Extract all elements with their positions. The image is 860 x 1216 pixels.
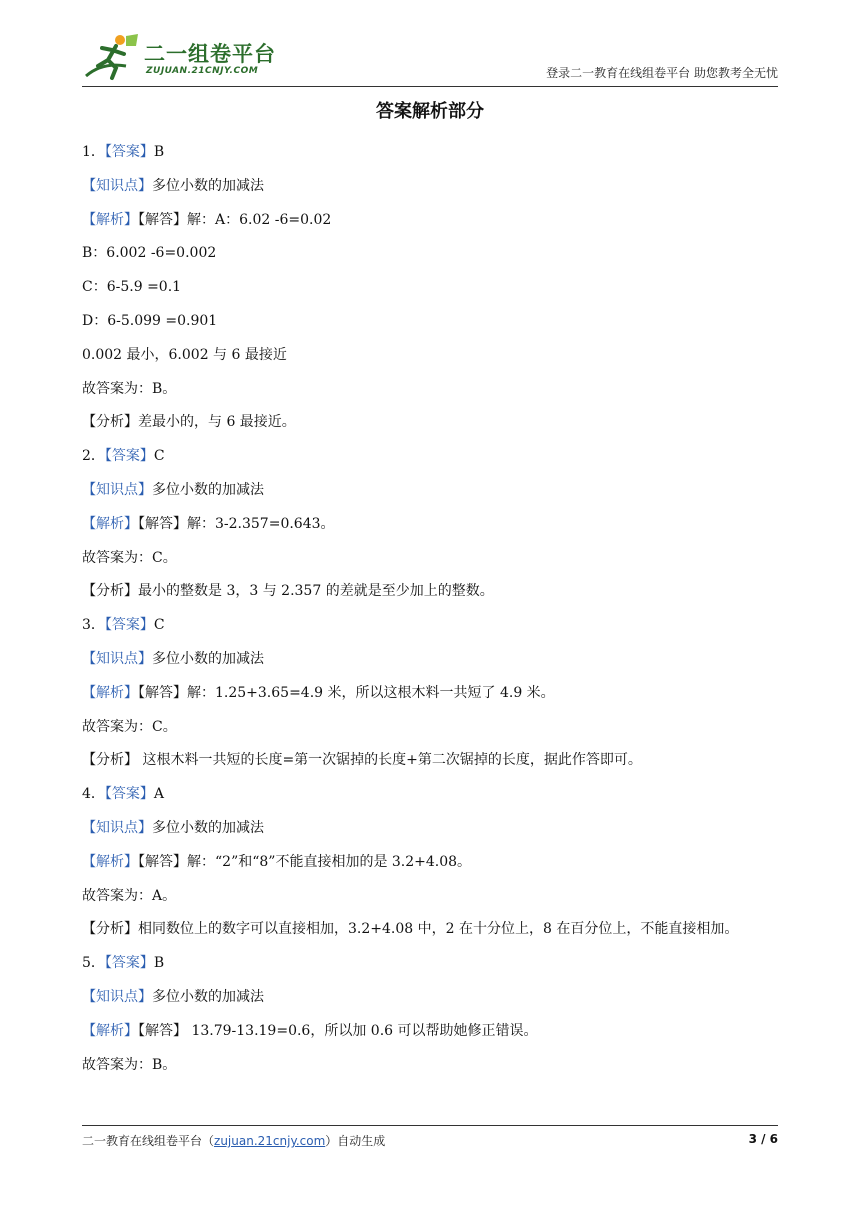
page-number: 3 / 6 xyxy=(748,1132,778,1146)
answer-line xyxy=(82,373,782,407)
line-text: 多位小数的加减法 xyxy=(152,988,264,1005)
section-subtag: 【解答】 xyxy=(138,684,187,701)
answer-line xyxy=(82,609,782,643)
line-text: A xyxy=(153,786,165,803)
header-slogan: 登录二一教育在线组卷平台 助您教考全无忧 xyxy=(546,66,778,80)
answer-line xyxy=(82,981,782,1015)
answer-line xyxy=(82,812,782,846)
section-subtag: 【解答】 xyxy=(138,515,187,532)
section-tag: 【答案】 xyxy=(104,786,154,803)
question-number: 2． xyxy=(82,448,105,465)
logo-text: 二一组卷平台 xyxy=(144,42,276,66)
answer-line xyxy=(82,778,782,812)
line-text: 差最小的，与 6 最接近。 xyxy=(138,414,296,431)
line-text: 解：“2”和“8”不能直接相加的是 3.2+4.08。 xyxy=(187,853,472,870)
line-text: 多位小数的加减法 xyxy=(152,819,264,836)
line-text: 多位小数的加减法 xyxy=(152,177,264,194)
line-text: 多位小数的加减法 xyxy=(152,481,264,498)
line-text: B xyxy=(153,144,165,160)
answer-line xyxy=(82,677,782,711)
answer-line xyxy=(82,711,782,745)
line-text: C xyxy=(153,448,165,465)
section-subtag: 【分析】 xyxy=(82,414,138,431)
line-text: C：6-5.9 =0.1 xyxy=(82,279,182,296)
section-tag: 【知识点】 xyxy=(82,650,152,667)
line-text: 解：A：6.02 -6=0.02 xyxy=(187,211,332,228)
question-number: 3． xyxy=(82,617,105,634)
question-number: 1． xyxy=(82,144,105,160)
answer-line xyxy=(82,508,782,542)
page-header xyxy=(82,28,778,87)
answer-line xyxy=(82,947,782,981)
page-title: 答案解析部分 xyxy=(376,101,484,122)
section-subtag: 【分析】 xyxy=(82,921,138,938)
section-tag: 【知识点】 xyxy=(82,988,152,1005)
answer-line xyxy=(82,1015,782,1049)
section-tag: 【知识点】 xyxy=(82,177,152,194)
footer-prefix: 二一教育在线组卷平台（ xyxy=(82,1134,215,1148)
answer-line xyxy=(82,237,782,271)
footer-suffix: ）自动生成 xyxy=(325,1134,386,1148)
question-number: 4． xyxy=(82,786,105,803)
section-tag: 【解析】 xyxy=(82,211,138,228)
page-footer xyxy=(82,1125,778,1148)
line-text: 相同数位上的数字可以直接相加，3.2+4.08 中，2 在十分位上，8 在百分位上，不能直接相加。 xyxy=(138,921,739,938)
line-text: D：6-5.099 =0.901 xyxy=(82,312,218,329)
answer-line xyxy=(82,305,782,339)
section-tag: 【解析】 xyxy=(82,515,138,532)
section-subtag: 【分析】 xyxy=(82,752,138,769)
section-subtag: 【解答】 xyxy=(138,853,187,870)
section-subtag: 【解答】 xyxy=(138,1022,187,1039)
answer-line xyxy=(82,406,782,440)
answer-line xyxy=(82,913,782,947)
answer-line xyxy=(82,575,782,609)
footer-link[interactable]: zujuan.21cnjy.com xyxy=(214,1134,326,1148)
line-text: 故答案为：C。 xyxy=(82,718,177,735)
section-tag: 【答案】 xyxy=(104,448,154,465)
answer-line xyxy=(82,880,782,914)
answer-line xyxy=(82,846,782,880)
runner-logo-icon xyxy=(82,32,144,84)
question-number: 5． xyxy=(82,955,105,972)
line-text: 13.79-13.19=0.6，所以加 0.6 可以帮助她修正错误。 xyxy=(187,1022,538,1039)
line-text: 0.002 最小，6.002 与 6 最接近 xyxy=(82,346,287,363)
section-tag: 【答案】 xyxy=(104,955,154,972)
answer-line xyxy=(82,1049,782,1083)
line-text: 多位小数的加减法 xyxy=(152,650,264,667)
section-tag: 【知识点】 xyxy=(82,481,152,498)
answer-line xyxy=(82,170,782,204)
line-text: 故答案为：C。 xyxy=(82,549,177,566)
answer-line xyxy=(82,474,782,508)
answer-line xyxy=(82,204,782,238)
answer-line xyxy=(82,271,782,305)
section-tag: 【解析】 xyxy=(82,1022,138,1039)
line-text: B xyxy=(153,955,165,972)
section-tag: 【解析】 xyxy=(82,853,138,870)
answer-content xyxy=(82,136,782,1082)
section-tag: 【知识点】 xyxy=(82,819,152,836)
answer-line xyxy=(82,542,782,576)
line-text: 故答案为：B。 xyxy=(82,380,177,397)
answer-line xyxy=(82,339,782,373)
line-text: 故答案为：A。 xyxy=(82,887,177,904)
footer-source xyxy=(82,1132,385,1149)
answer-line xyxy=(82,744,782,778)
section-subtag: 【分析】 xyxy=(82,583,138,600)
line-text: 故答案为：B。 xyxy=(82,1056,177,1073)
line-text: 这根木料一共短的长度=第一次锯掉的长度+第二次锯掉的长度，据此作答即可。 xyxy=(138,752,642,769)
section-tag: 【答案】 xyxy=(104,617,154,634)
answer-line xyxy=(82,643,782,677)
line-text: C xyxy=(153,617,165,634)
answer-line xyxy=(82,136,782,170)
logo-subtext: ZUJUAN.21CNJY.COM xyxy=(146,66,259,76)
section-tag: 【答案】 xyxy=(104,144,154,160)
line-text: 解：3-2.357=0.643。 xyxy=(187,515,335,532)
answer-line xyxy=(82,440,782,474)
line-text: 解：1.25+3.65=4.9 米，所以这根木料一共短了 4.9 米。 xyxy=(187,684,555,701)
section-subtag: 【解答】 xyxy=(138,211,187,228)
line-text: B：6.002 -6=0.002 xyxy=(82,245,217,262)
site-logo[interactable] xyxy=(82,32,282,84)
section-tag: 【解析】 xyxy=(82,684,138,701)
line-text: 最小的整数是 3，3 与 2.357 的差就是至少加上的整数。 xyxy=(138,583,494,600)
